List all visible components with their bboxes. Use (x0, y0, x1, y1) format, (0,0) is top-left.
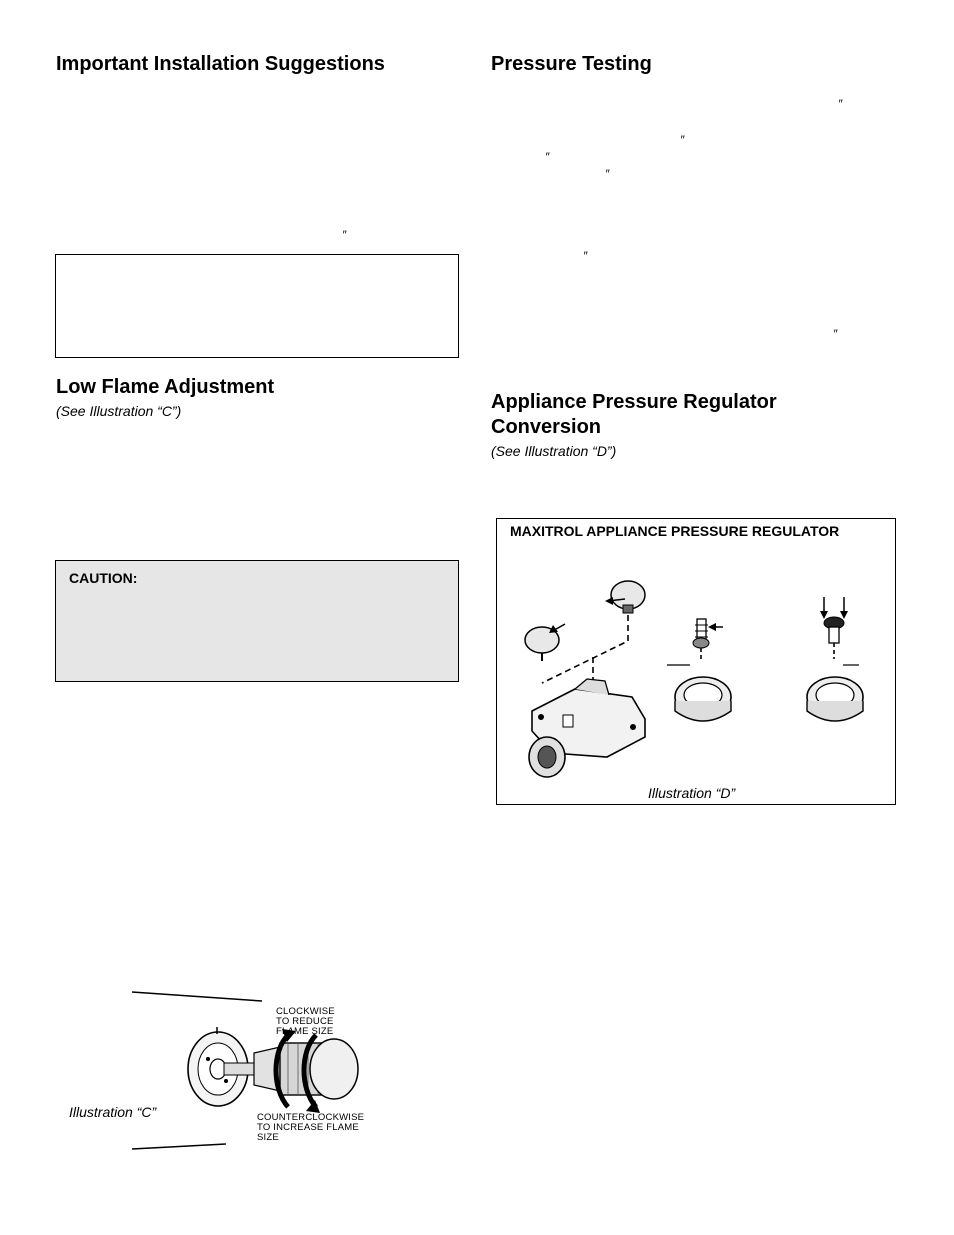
caution-label: CAUTION: (69, 570, 138, 586)
pressure-testing-heading: Pressure Testing (491, 53, 652, 75)
counterclockwise-label: COUNTERCLOCKWISE TO INCREASE FLAME SIZE (257, 1112, 365, 1143)
low-flame-heading: Low Flame Adjustment (56, 376, 275, 398)
inch-mark: ″ (583, 249, 588, 263)
inch-mark: ″ (605, 167, 610, 181)
inch-mark: ″ (680, 133, 685, 147)
inch-mark: ″ (833, 327, 838, 341)
see-illustration-d: (See Illustration “D”) (491, 443, 617, 459)
clockwise-label: CLOCKWISE TO REDUCE FLAME SIZE (276, 1006, 335, 1037)
notice-box (55, 254, 459, 358)
inch-mark: ″ (545, 150, 550, 164)
illustration-c-figure (130, 985, 370, 1155)
inch-mark: ″ (838, 97, 843, 111)
see-illustration-c: (See Illustration “C”) (56, 403, 182, 419)
illustration-c-caption: Illustration “C” (69, 1104, 157, 1120)
regulator-drawing (497, 519, 895, 804)
regulator-title: MAXITROL APPLIANCE PRESSURE REGULATOR (510, 523, 840, 539)
regulator-conversion-heading: Appliance Pressure Regulator Conversion (491, 391, 777, 438)
caution-box (55, 560, 459, 682)
inch-mark: ″ (342, 228, 347, 242)
installation-suggestions-heading: Important Installation Suggestions (56, 53, 385, 75)
illustration-d-caption: Illustration “D” (648, 785, 736, 801)
illustration-d-box (496, 518, 896, 805)
